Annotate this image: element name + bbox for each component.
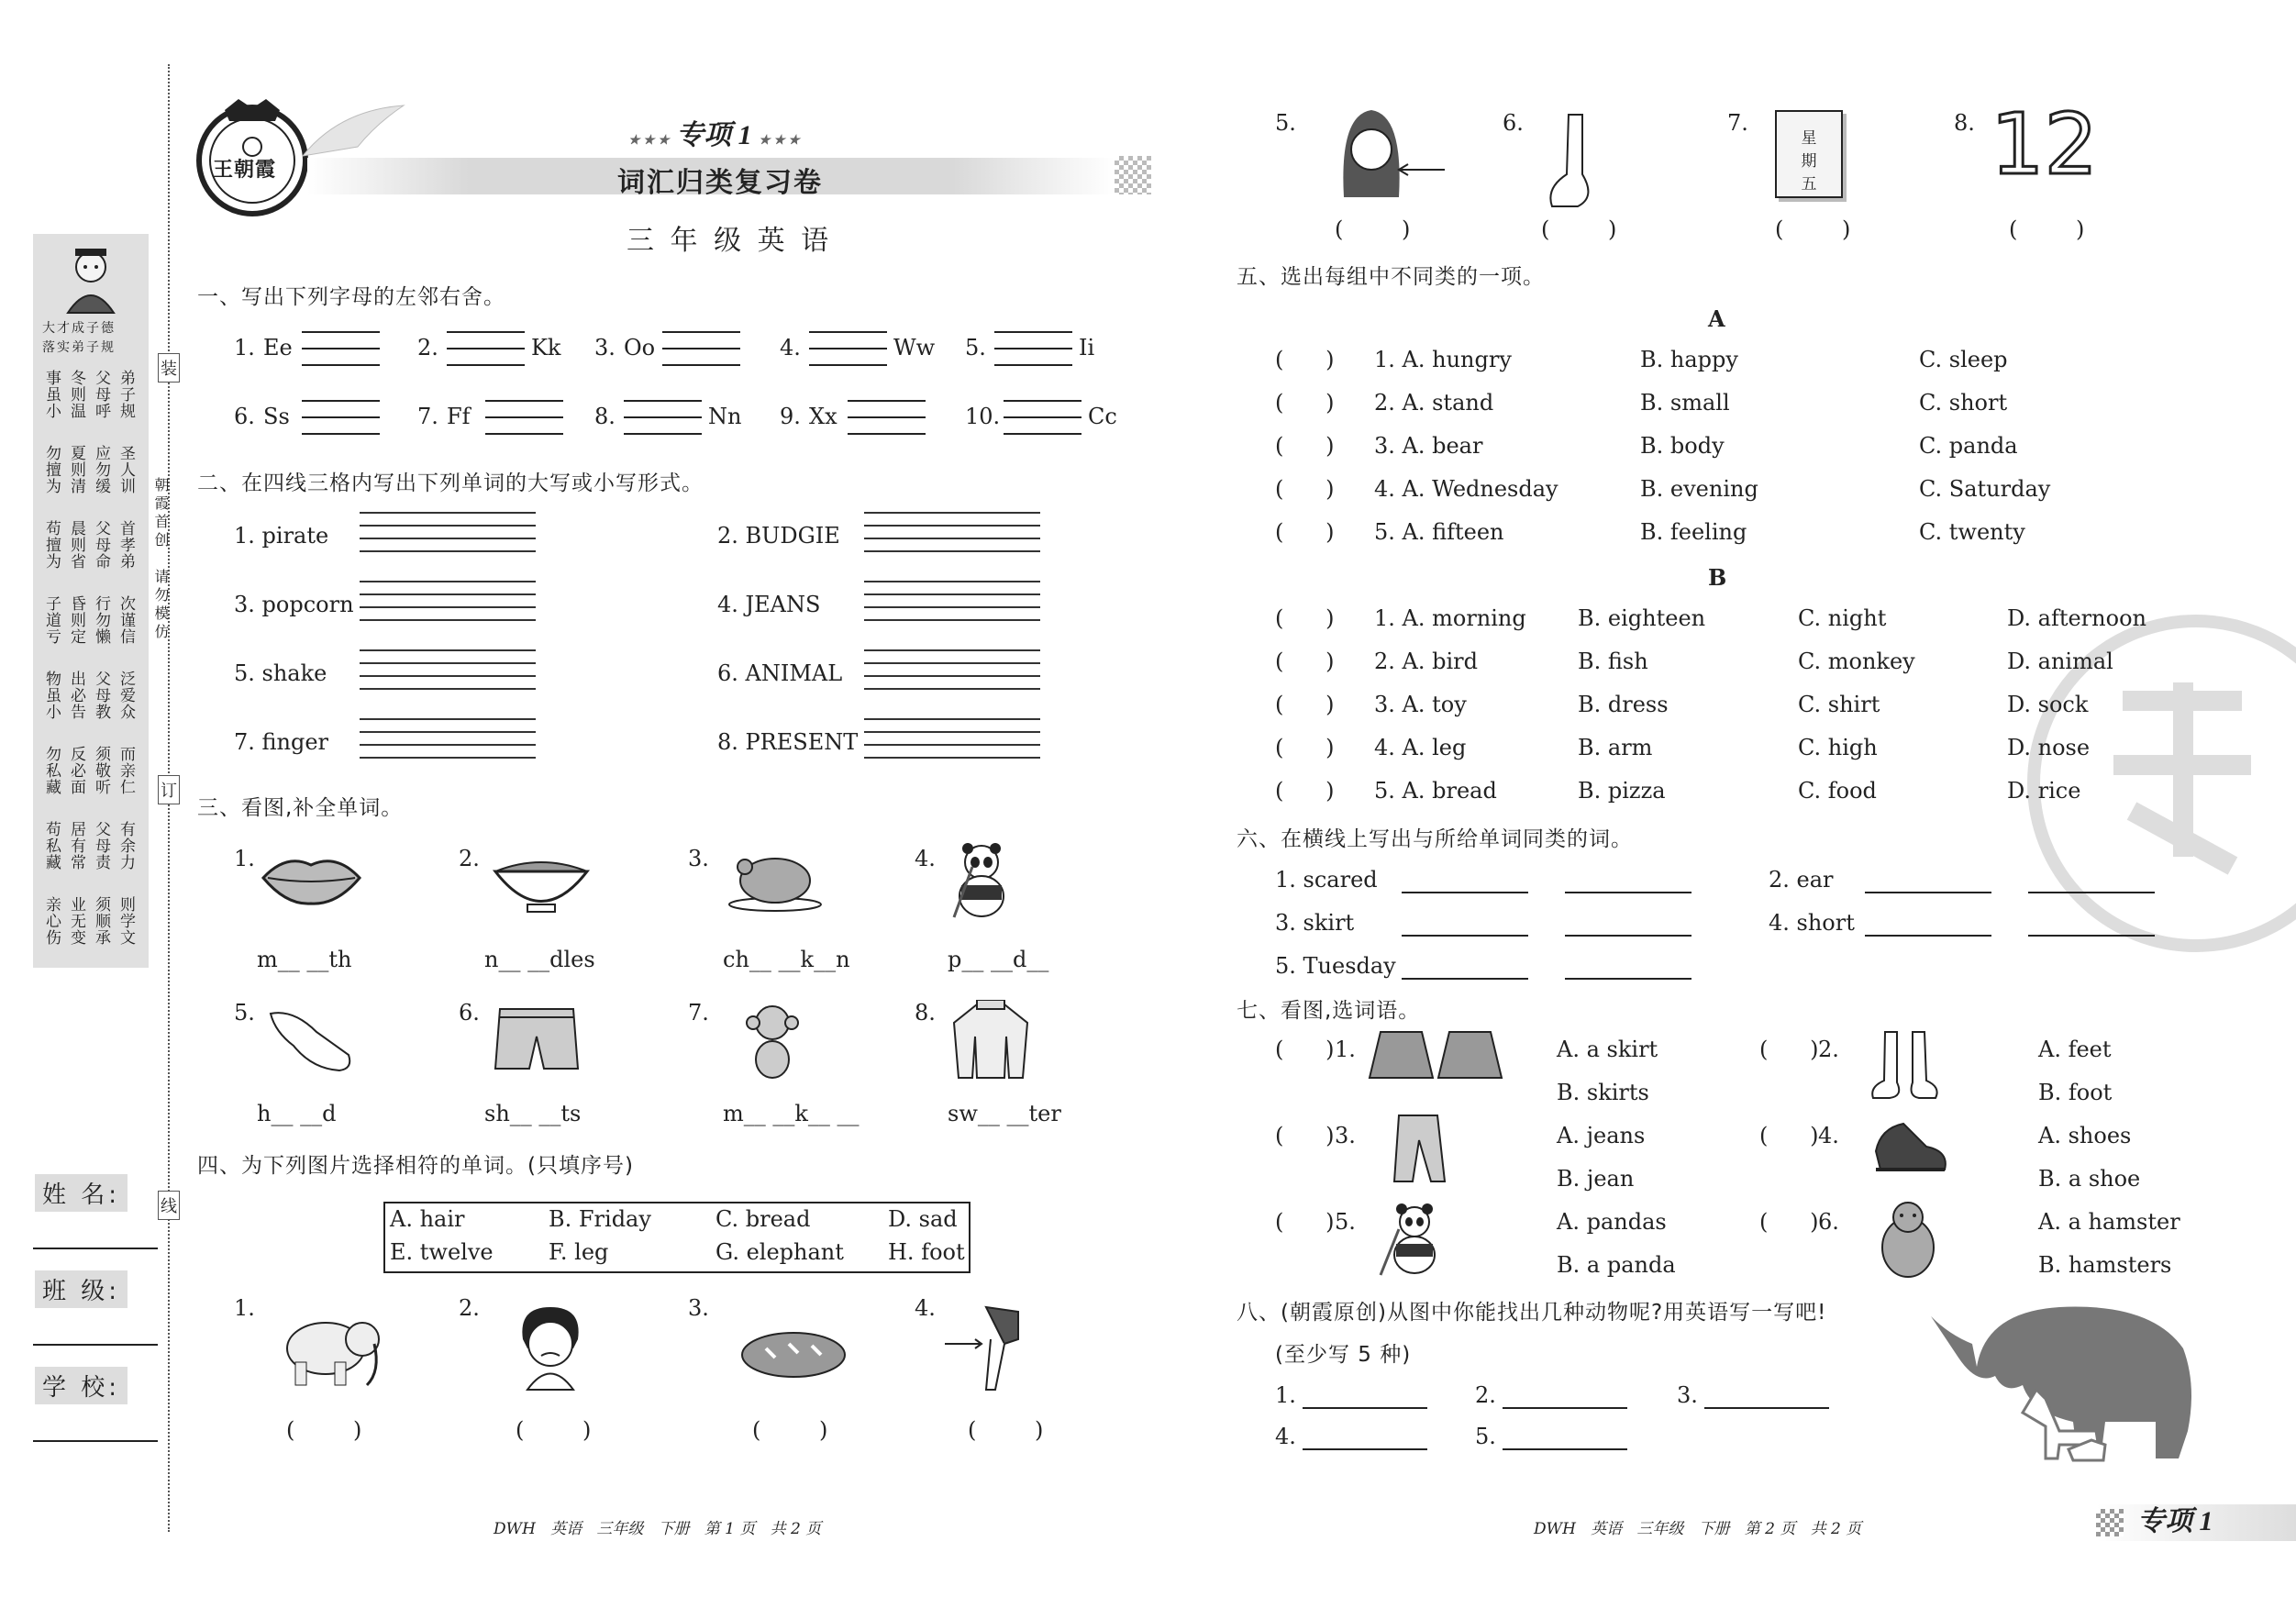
school-field[interactable] (33, 1440, 158, 1442)
choice-option: 5. A. fifteen (1374, 519, 1504, 545)
poem-column: 亲心伤 (42, 896, 61, 946)
name-label: 姓 名: (35, 1174, 128, 1212)
choice-option: B. feeling (1640, 519, 1747, 545)
monkey-icon (738, 1000, 807, 1082)
feet-icon (1862, 1027, 1945, 1101)
hand-icon (266, 1004, 358, 1078)
bread-icon (738, 1325, 849, 1381)
choice-option: 4. A. leg (1374, 735, 1467, 760)
four-line-grid[interactable] (360, 512, 536, 556)
animals-silhouette-icon (1922, 1293, 2215, 1463)
pic4-5-paren[interactable]: ( ) (1335, 216, 1436, 242)
animal-answer-line[interactable] (1503, 1448, 1627, 1450)
item-number: 4. (1818, 1123, 1839, 1148)
leg-icon (940, 1303, 1032, 1394)
choice-option: C. monkey (1798, 649, 1915, 674)
poem-column: 晨则省 (67, 520, 85, 570)
sweater-icon (949, 1000, 1032, 1082)
poem-column: 物虽小 (42, 671, 61, 720)
given-word: 3. skirt (1275, 910, 1355, 936)
logo-text: 王朝霞 (213, 158, 277, 182)
word-option: A. hair (390, 1206, 465, 1232)
answer-paren[interactable]: ( ) (1275, 390, 1335, 416)
item-number: 3. (1335, 1123, 1356, 1148)
poem-column: 事虽小 (42, 370, 61, 419)
section4-title: 四、为下列图片选择相符的单词。(只填序号) (197, 1154, 634, 1178)
choice-option: B. small (1640, 390, 1730, 416)
choice-option: B. fish (1578, 649, 1648, 674)
choice-a: A. a hamster (2038, 1209, 2180, 1235)
given-word: 1. scared (1275, 867, 1378, 893)
jeans-icon (1381, 1113, 1454, 1186)
animal-item-number: 4. (1275, 1424, 1296, 1449)
letter-given: Oo (624, 335, 656, 360)
answer-paren[interactable]: ( ) (1275, 1209, 1335, 1235)
poem-column: 冬则温 (67, 370, 85, 419)
poem-column: 反必面 (67, 746, 85, 795)
answer-line[interactable] (1402, 978, 1528, 980)
section2-title: 二、在四线三格内写出下列单词的大写或小写形式。 (197, 471, 704, 495)
poem-column: 次谨信 (116, 595, 135, 645)
item-number: 6. (1818, 1209, 1839, 1235)
four-line-grid[interactable] (864, 581, 1040, 625)
choice-option: C. food (1798, 778, 1877, 804)
four-line-grid[interactable] (864, 512, 1040, 556)
letter-blank-pair[interactable] (302, 400, 380, 433)
vertical-note-2: 请勿模仿 (152, 569, 170, 642)
poem-column: 须顺承 (92, 896, 110, 946)
answer-paren[interactable]: ( ) (1275, 519, 1335, 545)
section5-title: 五、选出每组中不同类的一项。 (1237, 265, 1545, 289)
letter-blank-pair[interactable] (662, 331, 740, 364)
poem-column: 勿擅为 (42, 445, 61, 494)
noodles-icon (491, 844, 592, 917)
choice-option: D. nose (2007, 735, 2091, 760)
word-option: G. elephant (715, 1239, 844, 1265)
letter-item-number: 7. (417, 404, 438, 429)
letter-blank-pair[interactable] (624, 400, 702, 433)
choice-a: A. jeans (1557, 1123, 1646, 1148)
answer-paren[interactable]: ( ) (1275, 735, 1335, 760)
four-line-grid[interactable] (864, 649, 1040, 693)
animal-answer-line[interactable] (1303, 1407, 1427, 1409)
school-label: 学 校: (35, 1367, 128, 1404)
answer-paren[interactable]: ( ) (1759, 1123, 1819, 1148)
class-label: 班 级: (35, 1270, 128, 1308)
series-label: ★ ★ ★ 专项 1 ★ ★ ★ (628, 120, 800, 150)
word-fill-blank[interactable]: p__ __d__ (948, 947, 1049, 972)
picture-number: 3. (688, 846, 709, 871)
foot-icon (1541, 110, 1605, 211)
chicken-icon (725, 844, 826, 913)
letter-blank-pair[interactable] (447, 331, 525, 364)
letter-blank-pair[interactable] (1004, 400, 1081, 433)
choice-option: 2. A. bird (1374, 649, 1478, 674)
choice-option: C. Saturday (1919, 476, 2051, 502)
item-number: 2. (1818, 1037, 1839, 1062)
choice-b: B. jean (1557, 1166, 1635, 1192)
poem-column: 则学文 (116, 896, 135, 946)
choice-option: 1. A. morning (1374, 605, 1526, 631)
choice-option: B. pizza (1578, 778, 1666, 804)
answer-paren[interactable]: ( ) (1275, 649, 1335, 674)
group-a-label: A (1708, 305, 1725, 332)
choice-option: D. animal (2007, 649, 2113, 674)
section3-title: 三、看图,补全单词。 (197, 796, 404, 820)
shoe-icon (1871, 1115, 1949, 1179)
word-item: 7. finger (234, 729, 329, 755)
letter-item-number: 10. (965, 404, 1001, 429)
picture-number: 5. (234, 1000, 255, 1026)
shorts-icon (491, 1004, 582, 1073)
choice-option: 3. A. toy (1374, 692, 1467, 717)
elephant-icon (275, 1307, 385, 1390)
pic4-4-paren[interactable]: ( ) (968, 1417, 1070, 1443)
given-word: 2. ear (1769, 867, 1834, 893)
choice-option: C. short (1919, 390, 2008, 416)
pic4-7-paren[interactable]: ( ) (1775, 216, 1877, 242)
section1-title: 一、写出下列字母的左邻右舍。 (197, 285, 505, 309)
answer-paren[interactable]: ( ) (1275, 692, 1335, 717)
letter-blank-pair[interactable] (848, 400, 926, 433)
scholar-icon (59, 241, 123, 315)
poem-column: 昏则定 (67, 595, 85, 645)
name-field[interactable] (33, 1248, 158, 1249)
answer-line[interactable] (1402, 892, 1528, 893)
calendar-icon (1775, 110, 1843, 198)
four-line-grid[interactable] (360, 649, 536, 693)
choice-a: A. a skirt (1557, 1037, 1658, 1062)
class-field[interactable] (33, 1344, 158, 1346)
section8-title: 八、(朝霞原创)从图中你能找出几种动物呢?用英语写一写吧! (1237, 1301, 1827, 1325)
answer-line[interactable] (1565, 892, 1691, 893)
word-option: E. twelve (390, 1239, 494, 1265)
skirts-icon (1367, 1027, 1504, 1082)
page-title: 词汇归类复习卷 (617, 167, 823, 199)
word-fill-blank[interactable]: sw__ __ter (948, 1101, 1061, 1126)
section6-title: 六、在横线上写出与所给单词同类的词。 (1237, 827, 1633, 851)
answer-paren[interactable]: ( ) (1275, 476, 1335, 502)
footer-checker (2096, 1509, 2124, 1536)
poem-column: 勿私藏 (42, 746, 61, 795)
hair-girl-icon (1335, 105, 1454, 206)
given-word: 4. short (1769, 910, 1855, 936)
letter-given: Ss (263, 404, 290, 429)
picture-number: 8. (915, 1000, 936, 1026)
item-number: 5. (1335, 1209, 1356, 1235)
poem-column: 而亲仁 (116, 746, 135, 795)
answer-line[interactable] (1865, 892, 1991, 893)
answer-paren[interactable]: ( ) (1275, 1123, 1335, 1148)
word-fill-blank[interactable]: m__ __k__ __ (723, 1101, 860, 1126)
choice-a: A. feet (2038, 1037, 2112, 1062)
picture-number: 2. (459, 846, 480, 871)
answer-line[interactable] (1565, 935, 1691, 937)
pic4-2-paren[interactable]: ( ) (516, 1417, 617, 1443)
poem-column: 须敬听 (92, 746, 110, 795)
word-item: 5. shake (234, 660, 327, 686)
footer-left: DWH 英语 三年级 下册 第 1 页 共 2 页 (494, 1520, 822, 1538)
choice-option: C. twenty (1919, 519, 2025, 545)
cut-mark-3: 线 (158, 1191, 180, 1220)
answer-line[interactable] (1402, 935, 1528, 937)
section7-title: 七、看图,选词语。 (1237, 999, 1421, 1023)
pic4-5-num: 5. (1275, 110, 1296, 136)
poem-column: 应勿缓 (92, 445, 110, 494)
panda-small-icon (1376, 1202, 1449, 1280)
letter-blank-pair[interactable] (809, 331, 887, 364)
letter-item-number: 8. (594, 404, 616, 429)
section8-note: (至少写 5 种) (1275, 1343, 1412, 1367)
picture-number: 7. (688, 1000, 709, 1026)
choice-option: 3. A. bear (1374, 433, 1483, 459)
letter-item-number: 1. (234, 335, 255, 360)
letter-given: Ii (1079, 335, 1095, 360)
poem-column: 泛爱众 (116, 671, 135, 720)
word-option: D. sad (888, 1206, 958, 1232)
letter-given: Nn (708, 404, 742, 429)
group-b-label: B (1708, 564, 1727, 591)
choice-option: 5. A. bread (1374, 778, 1497, 804)
choice-option: 4. A. Wednesday (1374, 476, 1558, 502)
choice-b: B. foot (2038, 1080, 2113, 1105)
picture-number: 1. (234, 846, 255, 871)
letter-item-number: 6. (234, 404, 255, 429)
poem-column: 子道亏 (42, 595, 61, 645)
answer-line[interactable] (1565, 978, 1691, 980)
letter-given: Kk (531, 335, 561, 360)
pic4-2-num: 2. (459, 1295, 480, 1321)
letter-given: Cc (1088, 404, 1117, 429)
calendar-char-2: 期 (1801, 152, 1817, 171)
poem-column: 圣人训 (116, 445, 135, 494)
poem-column: 居有常 (67, 821, 85, 871)
animal-answer-line[interactable] (1503, 1407, 1627, 1409)
animal-item-number: 2. (1475, 1382, 1496, 1408)
poem-column: 弟子规 (116, 370, 135, 419)
letter-blank-pair[interactable] (994, 331, 1072, 364)
poem-column: 出必告 (67, 671, 85, 720)
answer-line[interactable] (2028, 935, 2155, 937)
word-fill-blank[interactable]: n__ __dles (484, 947, 595, 972)
poem-column: 行勿懒 (92, 595, 110, 645)
poem-column: 父母命 (92, 520, 110, 570)
word-option: F. leg (549, 1239, 609, 1265)
panda-icon (945, 839, 1018, 922)
pic4-4-num: 4. (915, 1295, 936, 1321)
footer-tag: 专项 1 (2137, 1506, 2213, 1536)
letter-blank-pair[interactable] (302, 331, 380, 364)
poem-column: 苟私藏 (42, 821, 61, 871)
word-fill-blank[interactable]: sh__ __ts (484, 1101, 582, 1126)
ribbon-decoration-icon (303, 101, 413, 165)
choice-option: B. happy (1640, 347, 1738, 372)
choice-option: C. shirt (1798, 692, 1880, 717)
number-12-icon: 12 (1991, 95, 2099, 194)
choice-option: C. panda (1919, 433, 2018, 459)
hamster-icon (1876, 1197, 1940, 1280)
choice-b: B. skirts (1557, 1080, 1649, 1105)
word-item: 1. pirate (234, 523, 329, 549)
four-line-grid[interactable] (360, 718, 536, 762)
word-item: 2. BUDGIE (717, 523, 840, 549)
four-line-grid[interactable] (360, 581, 536, 625)
letter-given: Ff (447, 404, 471, 429)
sad-girl-icon (509, 1303, 592, 1394)
series-text: 专项 1 (676, 120, 752, 150)
letter-blank-pair[interactable] (485, 400, 563, 433)
choice-option: C. sleep (1919, 347, 2008, 372)
cut-mark-1: 装 (158, 353, 180, 383)
choice-a: A. pandas (1557, 1209, 1667, 1235)
word-fill-blank[interactable]: ch__ __k__n (723, 947, 850, 972)
poem-column: 苟擅为 (42, 520, 61, 570)
choice-option: C. high (1798, 735, 1878, 760)
lips-icon (259, 848, 364, 908)
item-number: 1. (1335, 1037, 1356, 1062)
pic4-3-num: 3. (688, 1295, 709, 1321)
poem-column: 业无变 (67, 896, 85, 946)
answer-paren[interactable]: ( ) (1759, 1209, 1819, 1235)
poem-column: 有余力 (116, 821, 135, 871)
poem-column: 父母呼 (92, 370, 110, 419)
animal-answer-line[interactable] (1704, 1407, 1829, 1409)
word-fill-blank[interactable]: h__ __d (257, 1101, 337, 1126)
answer-line[interactable] (1865, 935, 1991, 937)
choice-option: B. evening (1640, 476, 1758, 502)
word-item: 6. ANIMAL (717, 660, 843, 686)
pic4-6-num: 6. (1503, 110, 1524, 136)
four-line-grid[interactable] (864, 718, 1040, 762)
animal-item-number: 1. (1275, 1382, 1296, 1408)
animal-answer-line[interactable] (1303, 1448, 1427, 1450)
letter-given: Ee (263, 335, 293, 360)
sidebar-panel (33, 234, 149, 968)
answer-paren[interactable]: ( ) (1759, 1037, 1819, 1062)
picture-number: 6. (459, 1000, 480, 1026)
pic4-8-num: 8. (1954, 110, 1975, 136)
answer-paren[interactable]: ( ) (1275, 605, 1335, 631)
pic4-1-num: 1. (234, 1295, 255, 1321)
animal-item-number: 3. (1677, 1382, 1698, 1408)
word-option: C. bread (715, 1206, 811, 1232)
letter-item-number: 2. (417, 335, 438, 360)
choice-option: 1. A. hungry (1374, 347, 1512, 372)
word-item: 8. PRESENT (717, 729, 859, 755)
word-option: H. foot (888, 1239, 965, 1265)
letter-item-number: 9. (780, 404, 801, 429)
choice-option: D. afternoon (2007, 605, 2146, 631)
poem-column: 父母责 (92, 821, 110, 871)
answer-paren[interactable]: ( ) (1275, 1037, 1335, 1062)
answer-paren[interactable]: ( ) (1275, 778, 1335, 804)
answer-line[interactable] (2028, 892, 2155, 893)
letter-item-number: 4. (780, 335, 801, 360)
choice-a: A. shoes (2038, 1123, 2132, 1148)
word-fill-blank[interactable]: m__ __th (257, 947, 352, 972)
pic4-1-paren[interactable]: ( ) (286, 1417, 388, 1443)
poem-column: 首孝弟 (116, 520, 135, 570)
pic4-8-paren[interactable]: ( ) (2009, 216, 2111, 242)
choice-b: B. hamsters (2038, 1252, 2172, 1278)
motto-line-2: 落实弟子规 (42, 340, 116, 355)
given-word: 5. Tuesday (1275, 953, 1396, 979)
picture-number: 4. (915, 846, 936, 871)
pic4-3-paren[interactable]: ( ) (752, 1417, 854, 1443)
vertical-note-1: 朝霞首创 (152, 477, 170, 550)
letter-item-number: 3. (594, 335, 616, 360)
choice-option: C. night (1798, 605, 1887, 631)
answer-paren[interactable]: ( ) (1275, 347, 1335, 372)
letter-item-number: 5. (965, 335, 986, 360)
choice-option: B. dress (1578, 692, 1669, 717)
letter-given: Xx (809, 404, 837, 429)
choice-option: B. arm (1578, 735, 1653, 760)
word-item: 3. popcorn (234, 592, 354, 617)
choice-b: B. a shoe (2038, 1166, 2141, 1192)
choice-option: D. rice (2007, 778, 2081, 804)
cut-mark-2: 订 (158, 775, 180, 804)
poem-column: 父母教 (92, 671, 110, 720)
calendar-char-3: 五 (1801, 175, 1817, 194)
calendar-char-1: 星 (1801, 129, 1817, 148)
poem-column: 夏则清 (67, 445, 85, 494)
choice-option: 2. A. stand (1374, 390, 1494, 416)
word-item: 4. JEANS (717, 592, 821, 617)
header-checker (1115, 156, 1151, 194)
sidebar-poem (40, 370, 143, 957)
pic4-6-paren[interactable]: ( ) (1541, 216, 1643, 242)
motto-line-1: 大才成子德 (42, 321, 116, 336)
choice-option: B. body (1640, 433, 1725, 459)
choice-option: D. sock (2007, 692, 2089, 717)
page-subtitle: 三 年 级 英 语 (627, 225, 833, 257)
choice-b: B. a panda (1557, 1252, 1676, 1278)
answer-paren[interactable]: ( ) (1275, 433, 1335, 459)
word-option: B. Friday (549, 1206, 651, 1232)
animal-item-number: 5. (1475, 1424, 1496, 1449)
letter-given: Ww (893, 335, 936, 360)
pic4-7-num: 7. (1727, 110, 1748, 136)
choice-option: B. eighteen (1578, 605, 1706, 631)
footer-right: DWH 英语 三年级 下册 第 2 页 共 2 页 (1534, 1520, 1862, 1538)
